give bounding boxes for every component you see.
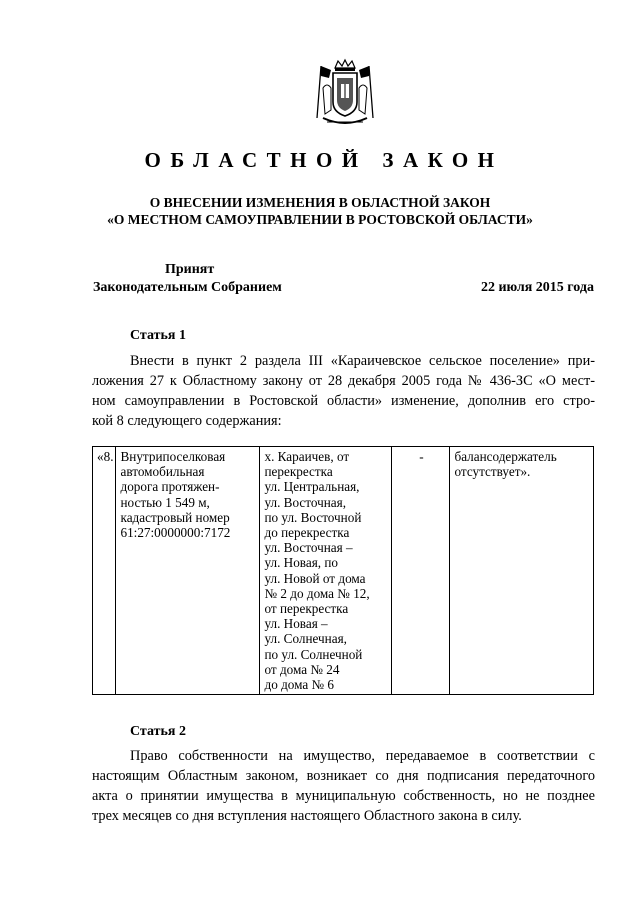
cell-line: Внутрипоселковая xyxy=(120,449,226,464)
cell-line: перекрестка xyxy=(264,464,333,480)
cell-line: ул. Новая, по xyxy=(264,555,339,571)
text-line: трех месяцев со дня вступления настоящего Областного закона в силу. xyxy=(92,808,522,824)
route-cell xyxy=(260,447,392,695)
cell-line: 61:27:0000000:7172 xyxy=(120,525,231,541)
adopted-by: Законодательным Собранием xyxy=(93,280,282,295)
cell-line: от перекрестка xyxy=(264,601,349,617)
table-row xyxy=(93,447,594,695)
cell-line: ул. Центральная, xyxy=(264,479,360,495)
document-subtitle-line-2: «О МЕСТНОМ САМОУПРАВЛЕНИИ В РОСТОВСКОЙ ОБЛАСТИ» xyxy=(107,212,533,227)
cell-line: ностью 1 549 м, xyxy=(120,494,210,510)
cell-line: автомобильная xyxy=(120,464,205,480)
adopted-label: Принят xyxy=(165,262,215,277)
object-name-cell xyxy=(116,447,260,695)
cell-line: дорога протяжен- xyxy=(120,479,220,495)
text-line: Внести в пункт 2 раздела III «Караичевское сельское поселение» при- xyxy=(130,353,595,369)
amendment-table xyxy=(92,446,594,695)
text-line: Право собственности на имущество, передаваемое в соответствии с xyxy=(130,748,595,764)
article-2-heading: Статья 2 xyxy=(130,724,186,739)
document-subtitle-line-1: О ВНЕСЕНИИ ИЗМЕНЕНИЯ В ОБЛАСТНОЙ ЗАКОН xyxy=(149,195,491,210)
coat-of-arms-icon xyxy=(311,58,379,128)
article-2-text xyxy=(92,746,595,826)
text-line: ном самоуправлении в Ростовской области» изменение, дополнив его стро- xyxy=(92,393,595,409)
balance-holder-cell xyxy=(450,447,594,695)
cell-line: кадастровый номер xyxy=(120,509,230,525)
text-line: акта о принятии имущества в муниципальную собственность, но не позднее xyxy=(92,788,595,804)
cell-line: № 2 до дома № 12, xyxy=(264,585,370,601)
dash-cell: - xyxy=(392,447,450,695)
text-line: ложения 27 к Областному закону от 28 декабря 2005 года № 436-ЗС «О мест- xyxy=(92,373,595,389)
cell-line: по ул. Восточной xyxy=(264,509,362,525)
cell-line: до перекрестка xyxy=(264,525,350,541)
row-number-cell: «8. xyxy=(93,447,116,695)
cell-line: х. Караичев, от xyxy=(264,449,350,464)
cell-line: от дома № 24 xyxy=(264,661,340,677)
article-1-text xyxy=(92,351,595,431)
cell-line: ул. Восточная – xyxy=(264,540,353,556)
cell-line: ул. Восточная, xyxy=(264,494,346,510)
text-line: настоящим Областным законом, возникает со дня подписания передаточного xyxy=(92,768,595,784)
cell-line: ул. Солнечная, xyxy=(264,631,347,647)
cell-line: по ул. Солнечной xyxy=(264,646,363,662)
text-line: кой 8 следующего содержания: xyxy=(92,413,282,429)
cell-line: до дома № 6 xyxy=(264,677,335,693)
adoption-date: 22 июля 2015 года xyxy=(480,280,594,295)
cell-line: ул. Новой от дома xyxy=(264,570,366,586)
cell-line: балансодержатель xyxy=(454,449,557,464)
cell-line: ул. Новая – xyxy=(264,616,328,632)
cell-line: отсутствует». xyxy=(454,464,531,480)
document-title: ОБЛАСТНОЙ ЗАКОН xyxy=(144,148,504,172)
article-1-heading: Статья 1 xyxy=(130,328,186,343)
